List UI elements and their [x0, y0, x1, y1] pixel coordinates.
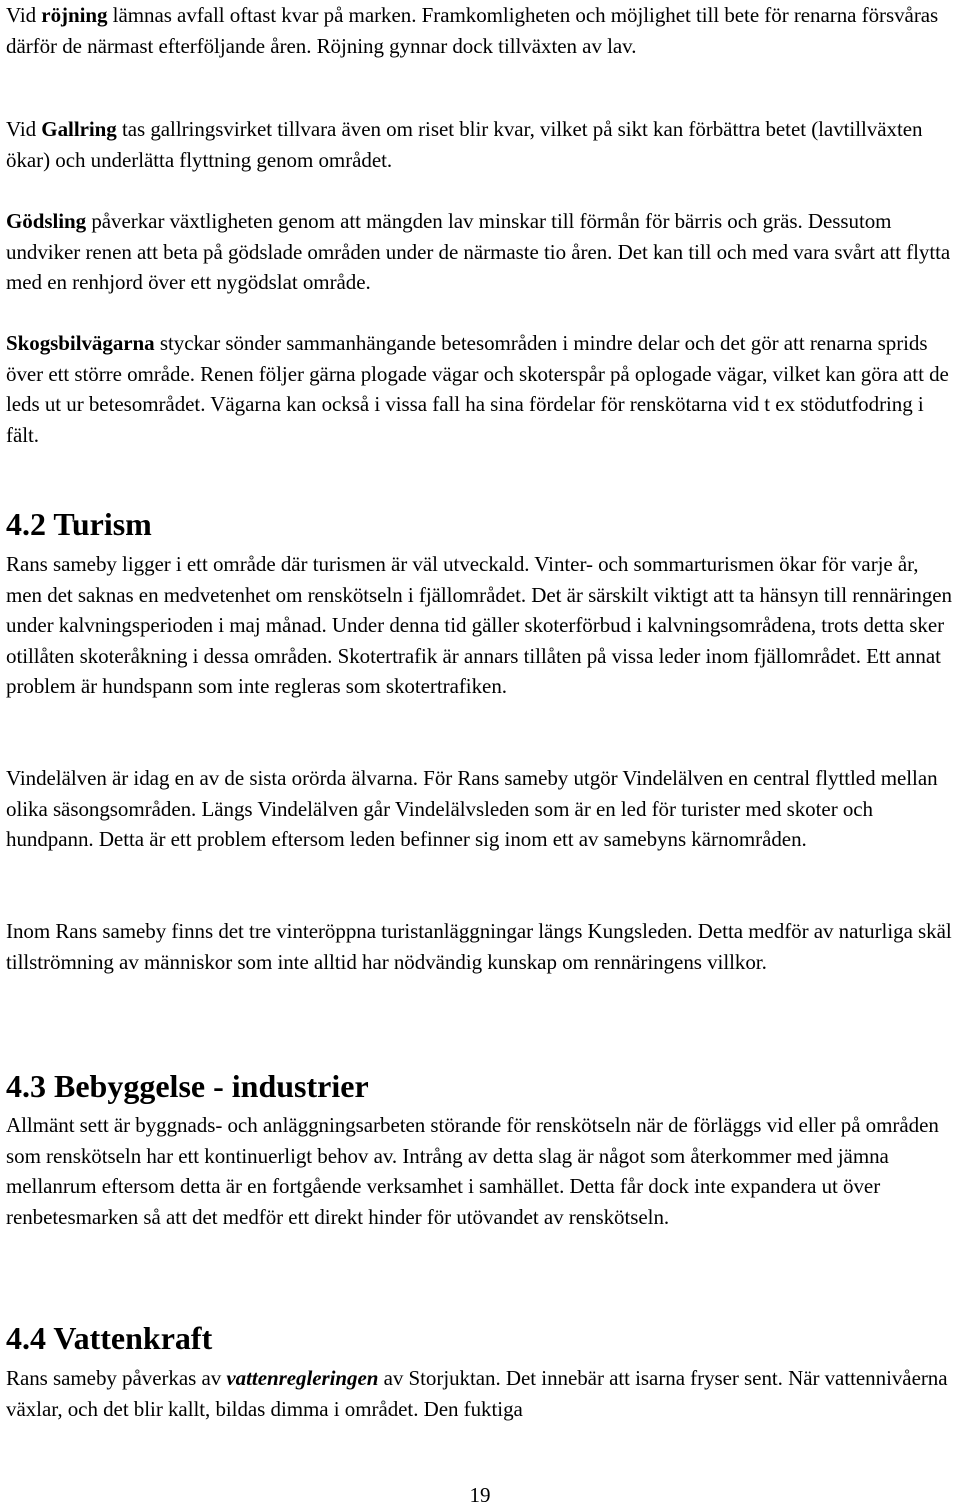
- bold-term: Gödsling: [6, 209, 87, 233]
- text: Vid: [6, 3, 42, 27]
- paragraph-turism-1: Rans sameby ligger i ett område där turismen är väl utveckald. Vinter- och sommarturismen ökar för varje år, men det saknas en medvetenhet om renskötseln i fjällområdet. Det är särskilt viktigt att ta hänsyn till rennäringen under kalvningsperioden i maj månad. Under denna tid gäller skoterförbud i kalvningsområdena, trots detta sker otillåten skoteråkning i dessa områden. Skotertrafik är annars tillåten på vissa leder inom fjällområdet. Ett annat problem är hundspann som inte regleras som skotertrafiken.: [6, 552, 952, 698]
- paragraph-turism-2: Vindelälven är idag en av de sista orörda älvarna. För Rans sameby utgör Vindelälven en central flyttled mellan olika säsongsområden. Längs Vindelälven går Vindelälvsleden som är en led för turister med skoter och hundpann. Detta är ett problem eftersom leden befinner sig inom ett av samebyns kärnområden.: [6, 766, 938, 851]
- paragraph-rojning: [6, 0, 956, 61]
- text: Rans sameby påverkas av: [6, 1366, 227, 1390]
- text: tas gallringsvirket tillvara även om riset blir kvar, vilket på sikt kan förbättra betet (lavtillväxten ökar) och underlätta flyttning genom området.: [6, 117, 923, 172]
- paragraph-skogsbilvagarna: [6, 328, 956, 450]
- text: påverkar växtligheten genom att mängden lav minskar till förmån för bärris och gräs. Dessutom undviker renen att beta på gödslade områden under de närmaste tio åren. Det kan till och med vara svårt att flytta med en renhjord över ett nygödslat område.: [6, 209, 951, 294]
- bold-term: Skogsbilvägarna: [6, 331, 155, 355]
- paragraph-gallring: [6, 114, 956, 175]
- paragraph-bebyggelse: Allmänt sett är byggnads- och anläggningsarbeten störande för renskötseln när de förläggs vid eller på områden som renskötseln har ett kontinuerligt behov av. Intrång av detta slag är något som återkommer med jämna mellanrum eftersom detta är en fortgående verksamhet i samhället. Detta får dock inte expandera ut över renbetesmarken så att det medför ett direkt hinder för utövandet av renskötseln.: [6, 1113, 939, 1229]
- bold-term: röjning: [41, 3, 108, 27]
- heading-turism: 4.2 Turism: [6, 506, 152, 542]
- bold-term: Gallring: [41, 117, 117, 141]
- bold-italic-term: vattenregleringen: [226, 1366, 379, 1390]
- text: styckar sönder sammanhängande betesområden i mindre delar och det gör att renarna sprids över ett större område. Renen följer gärna plogade vägar och skoterspår på oplogade vägar, vilket kan göra att de leds ut ur betesområdet. Vägarna kan också i vissa fall ha sina fördelar för renskötarna vid t ex stödutfodring i fält.: [6, 331, 949, 447]
- text: lämnas avfall oftast kvar på marken. Framkomligheten och möjlighet till bete för renarna försvåras därför de närmast efterföljande åren. Röjning gynnar dock tillväxten av lav.: [6, 3, 939, 58]
- paragraph-godsling: [6, 206, 956, 298]
- paragraph-vattenkraft: [6, 1363, 956, 1424]
- page-number: 19: [469, 1483, 491, 1507]
- text: av Storjuktan. Det innebär att isarna fryser sent. När vattennivåerna växlar, och det blir kallt, bildas dimma i området. Den fuktiga: [6, 1366, 948, 1421]
- text: Vid: [6, 117, 42, 141]
- paragraph-turism-3: Inom Rans sameby finns det tre vinteröppna turistanläggningar längs Kungsleden. Detta medför av naturliga skäl tillströmning av människor som inte alltid har nödvändig kunskap om rennäringens villkor.: [6, 919, 952, 974]
- heading-vattenkraft: 4.4 Vattenkraft: [6, 1320, 213, 1356]
- heading-bebyggelse: 4.3 Bebyggelse - industrier: [6, 1068, 369, 1104]
